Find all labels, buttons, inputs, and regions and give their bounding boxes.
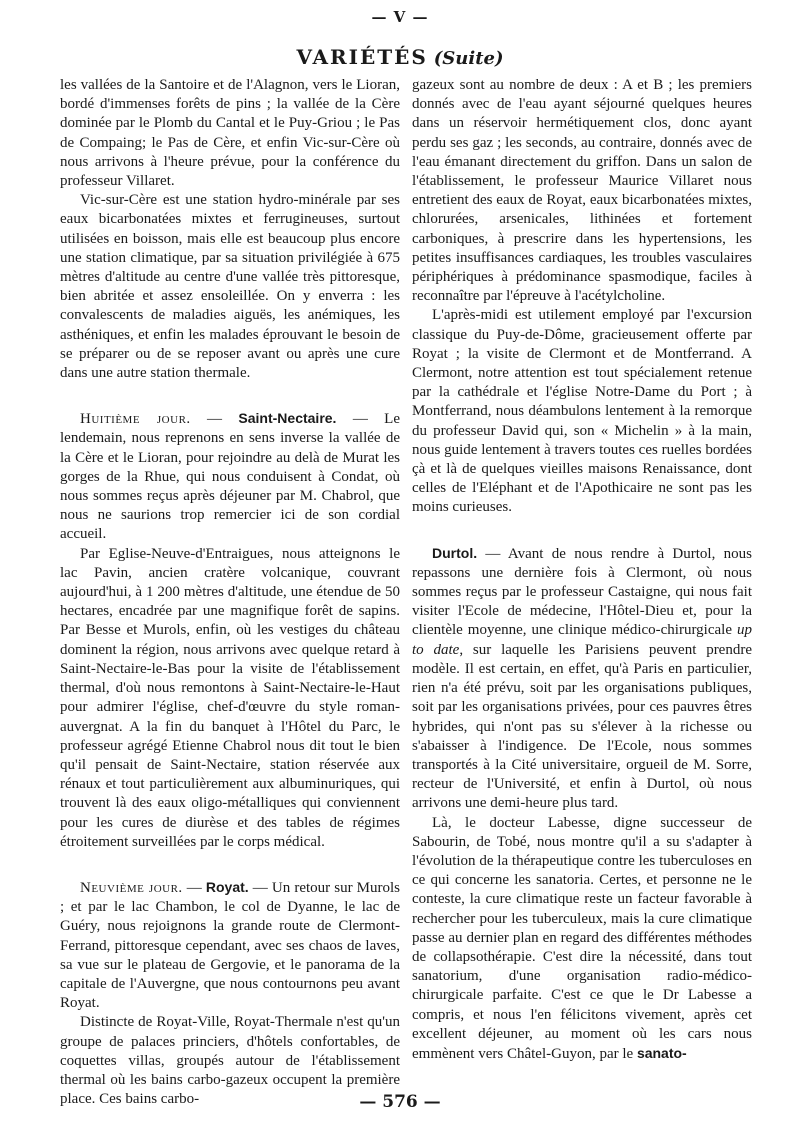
paragraph: Là, le docteur Labesse, digne successeur de Sabourin, de Tobé, nous montre qu'il a su s'adapter à l'évolution de la thérapeutique contre les tuberculoses en ce qui concerne les sanatoria. Certes, et personne ne le conteste, la cure climatique reste un facteur favorable à rechercher pour les tuberculeux, mais la cure climatique passe au dernier plan en regard des différentes méthodes de collapsothérapie. C'est dire la nécessité, dans tout sanatorium, d'une organisation radio-médico-chirurgicale parfaite. C'est ce que le Dr Labesse a compris, et nous l'en félicitons vivement, après cet excellent déjeuner, au moment où les cars nous emmènent vers Châtel-Guyon, par le sanato- [412, 814, 752, 1062]
title-suffix: (Suite) [433, 48, 504, 69]
paragraph-neuvieme-jour: Neuvième jour. — Royat. — Un retour sur Murols ; et par le lac Chambon, le col de Dyanne, le lac de Guéry, nous rejoignons la grande route de Clermont-Ferrand, pittoresque cependant, avec ses chaos de laves, sa vue sur le plateau de Gergovie, et le panorama de la capitale de l'Auvergne, que nous contournons peu avant Royat. [60, 878, 401, 1012]
right-column [412, 76, 752, 1064]
italic-phrase: up to date [412, 622, 752, 658]
paragraph-huitieme-jour: Huitième jour. — Saint-Nectaire. — Le lendemain, nous reprenons en sens inverse la vallée de la Cère et le Lioran, pour rejoindre au delà de Murat les gorges de la Rhue, qui nous conduisent à Condat, où nous sommes reçus après déjeuner par M. Chabrol, que nous ne saurions trop remercier ici de son cordial accueil. [60, 410, 401, 543]
left-column [60, 76, 400, 1109]
paragraph-durtol: Durtol. — Avant de nous rendre à Durtol, nous repassons une dernière fois à Clermont, où nous sommes reçus par le professeur Castaigne, qui nous fait visiter l'Ecole de médecine, l'Hôtel-Dieu et, pour la clientèle moyenne, une clinique médico-chirurgicale up to date, sur laquelle les Parisiens peuvent prendre modèle. Il est certain, en effet, qu'à Paris en particulier, rien n'a été prévu, soit par les organisations publiques, soit par les organisations privées, pour ces pauvres êtres hybrides, qui n'ont pas su s'élever à la richesse ou s'abaisser à l'indigence. De l'Ecole, nous sommes transportés à la Cité universitaire, orgueil de M. Sorre, recteur de l'Université, et enfin à Durtol, où nous arrivons une demi-heure plus tard. [412, 544, 752, 812]
title-text: VARIÉTÉS [296, 45, 428, 69]
paragraph: Distincte de Royat-Ville, Royat-Thermale n'est qu'un groupe de palaces princiers, d'hôtels confortables, de coquettes villas, groupés autour de l'établissement thermal où les bains carbo-gazeux occupent la première place. Ces bains carbo- [60, 1014, 400, 1108]
day-label: Huitième jour. [80, 411, 191, 428]
paragraph: les vallées de la Santoire et de l'Alagnon, vers le Lioran, bordé d'immenses forêts de pins ; la vallée de la Cère dominée par le Plomb du Cantal et le Puy-Griou ; le Pas de Compaing; le Pas de Cère, et enfin Vic-sur-Cère où nous arrivons à l'heure prévue, pour la conférence du professeur Villaret. [60, 77, 400, 190]
place-name: Royat. [205, 878, 249, 895]
section-roman-numeral: — V — [371, 8, 429, 26]
paragraph: Par Eglise-Neuve-d'Entraigues, nous atteignons le lac Pavin, ancien cratère volcanique, couvrant aujourd'hui, à 1 200 mètres d'altitude, une étendue de 50 hectares, encadrée par une magnifique forêt de sapins. Par Besse et Murols, enfin, où les vestiges du château dominent la région, nous arrivons avec quelque retard à Saint-Nectaire-le-Bas pour la visite de l'établissement thermal, d'où nous remontons à Saint-Nectaire-le-Haut pour admirer l'église, chef-d'œuvre du style roman-auvergnat. A la fin du banquet à l'Hôtel du Parc, le professeur agrégé Etienne Chabrol nous dit tout le bien qu'il pensait de Saint-Nectaire, station réservée aux rénaux et tout particulièrement aux albuminuriques, qui trouvent là des eaux oligo-métalliques qui conviennent pour les cures de diurèse et des tables de régimes étroitement surveillées par le corps médical. [60, 545, 400, 850]
paragraph: Vic-sur-Cère est une station hydro-minérale par ses eaux bicarbonatées mixtes et ferrugineuses, surtout utilisées en boisson, mais elle est beaucoup plus encore une station climatique, par sa situation privilégiée à 675 mètres d'altitude au centre d'une vallée très pittoresque, bien abritée et assez ensoleillée. On y enverra : les convalescents de maladies aiguës, les anémiques, les asthéniques, et enfin les malades éprouvant le besoin de se préparer ou de se reposer avant ou après une cure dans une autre station thermale. [60, 192, 400, 382]
paragraph: gazeux sont au nombre de deux : A et B ; les premiers donnés avec de l'eau ayant séjourné quelques heures dans un réservoir hermétiquement clos, donc ayant perdu ses gaz ; les seconds, au contraire, donnés avec de l'eau émanant directement du griffon. Dans un salon de l'établissement, le professeur Maurice Villaret nous entretient des eaux de Royat, eaux bicarbonatées mixtes, chlorurées, arsenicales, lithinées et fortement carboniques, à prescrire dans les hypertensions, les petites insuffisances cardiaques, les troubles vasculaires périphériques à prédominance spasmodique, faciles à reconnaître par l'épreuve à l'acétylcholine. [412, 77, 752, 305]
day-label: Neuvième jour. [80, 879, 183, 896]
page-title [0, 45, 800, 69]
place-name: Saint-Nectaire. [238, 410, 337, 427]
place-name: Durtol. [432, 544, 478, 561]
paragraph: L'après-midi est utilement employé par l'excursion classique du Puy-de-Dôme, gracieusement offerte par Royat ; la visite de Clermont et de Montferrand. A Clermont, notre attention est tout spécialement retenue par la cathédrale et l'église Notre-Dame du Port ; à Montferrand, nous déambulons lentement à la remorque du professeur David qui, son « Michelin » à la main, nous guide lentement à travers toutes ces ruelles bordées çà et là de quelques vieilles maisons Renaissance, dont celles de l'Eléphant et de l'Apothicaire ne sont pas les moins curieuses. [412, 307, 752, 516]
place-name: sanato- [636, 1044, 687, 1061]
page-number: — 576 — [359, 1092, 441, 1112]
